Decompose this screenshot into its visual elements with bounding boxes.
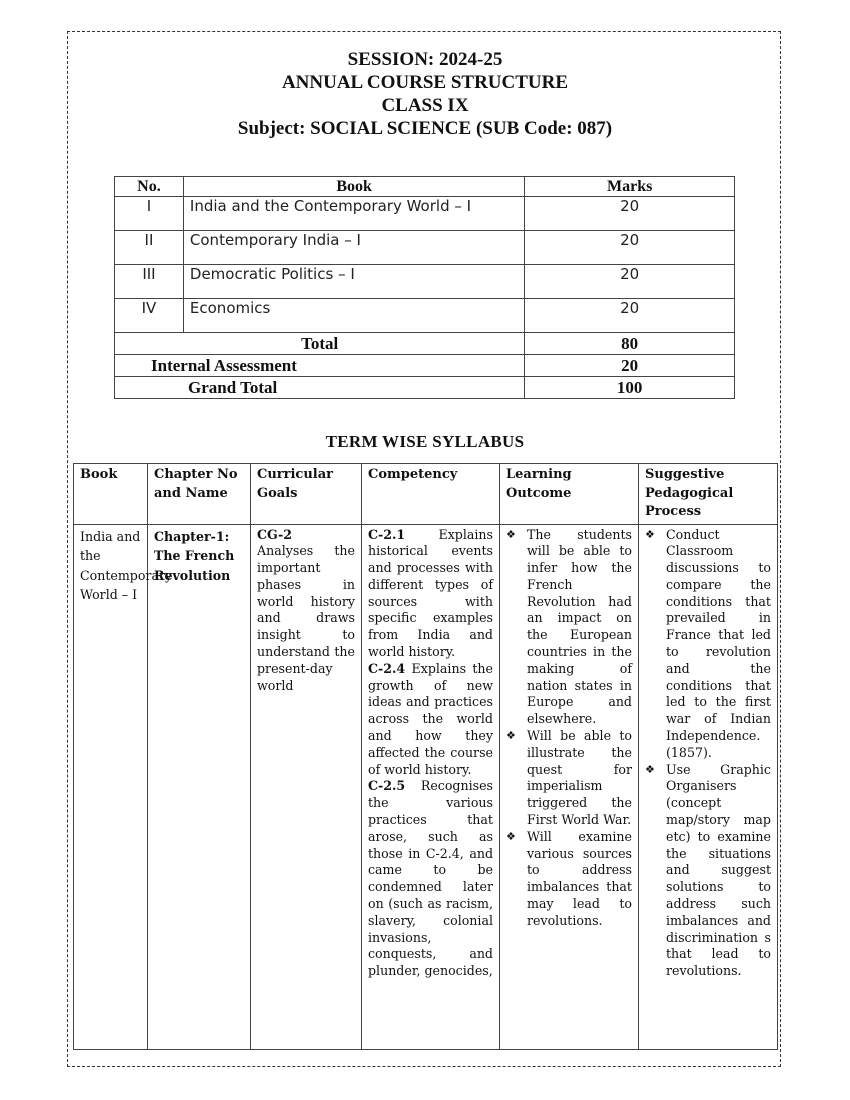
- pedagogy-list: [645, 527, 771, 981]
- term-wise-syllabus-title: TERM WISE SYLLABUS: [325, 432, 525, 451]
- row-no: III: [115, 265, 184, 299]
- outcome-text: Will be able to illustrate the quest for imperialism triggered the First World War.: [527, 728, 632, 828]
- competency-code: C-2.1: [368, 526, 406, 542]
- session-line: SESSION: 2024-25: [347, 49, 503, 70]
- outcome-text: The students will be able to infer how the French Revolution had an impact on the European countries in the making of nation states in Europe and elsewhere.: [527, 526, 632, 727]
- marks-table: [114, 176, 735, 399]
- chapter-cell: [148, 524, 251, 1049]
- list-item: [506, 829, 632, 930]
- col-header-outcome: Learning Outcome: [500, 464, 639, 525]
- outcome-list: [506, 527, 632, 930]
- pedagogy-cell: [639, 524, 778, 1049]
- syllabus-table: [73, 463, 778, 1050]
- competency-text: Explains historical events and processes with different types of sources with specific examples from India and world history.: [368, 526, 493, 660]
- diamond-bullet-icon: ❖: [506, 729, 516, 743]
- goal-code: CG-2: [257, 526, 293, 542]
- competency-code: C-2.5: [368, 778, 406, 794]
- col-header-chapter: Chapter No and Name: [148, 464, 251, 525]
- col-header-competency: Competency: [362, 464, 500, 525]
- list-item: [506, 527, 632, 729]
- course-title: ANNUAL COURSE STRUCTURE: [281, 72, 569, 93]
- diamond-bullet-icon: ❖: [645, 527, 655, 541]
- book-name: India and the Contemporary World – I: [80, 528, 173, 602]
- row-marks: 20: [525, 265, 735, 299]
- document-header: [0, 48, 850, 140]
- col-header-goals: Curricular Goals: [251, 464, 362, 525]
- internal-value: 20: [525, 355, 735, 377]
- table-row: [115, 231, 735, 265]
- internal-assessment-row: [115, 355, 735, 377]
- col-header-book: Book: [74, 464, 148, 525]
- list-item: [645, 527, 771, 762]
- row-marks: 20: [525, 231, 735, 265]
- diamond-bullet-icon: ❖: [506, 829, 516, 843]
- row-book: Economics: [183, 299, 524, 333]
- grand-total-label: Grand Total: [115, 377, 525, 399]
- pedagogy-text: Conduct Classroom discussions to compare the conditions that prevailed in France that led to revolution and the conditions that led to the first war of Indian Independence. (1857).: [666, 526, 771, 760]
- row-book: India and the Contemporary World – I: [183, 197, 524, 231]
- competency-code: C-2.4: [368, 660, 406, 676]
- pedagogy-text: Use Graphic Organisers (concept map/story map etc) to examine the situations and suggest solutions to address such imbalances and discrimination s that lead to revolutions.: [666, 761, 771, 979]
- col-header-no: No.: [115, 177, 184, 197]
- marks-table-header: [115, 177, 735, 197]
- grand-total-row: [115, 377, 735, 399]
- row-no: II: [115, 231, 184, 265]
- subject-line: Subject: SOCIAL SCIENCE (SUB Code: 087): [237, 118, 613, 139]
- row-book: Contemporary India – I: [183, 231, 524, 265]
- competency-item: [368, 527, 493, 661]
- competency-item: [368, 778, 493, 980]
- class-line: CLASS IX: [381, 95, 469, 116]
- competency-cell: [362, 524, 500, 1049]
- row-book: Democratic Politics – I: [183, 265, 524, 299]
- table-row: [115, 197, 735, 231]
- grand-total-value: 100: [525, 377, 735, 399]
- list-item: [506, 728, 632, 829]
- row-no: I: [115, 197, 184, 231]
- syllabus-row: [74, 524, 778, 1049]
- total-value: 80: [525, 333, 735, 355]
- row-marks: 20: [525, 197, 735, 231]
- row-no: IV: [115, 299, 184, 333]
- col-header-marks: Marks: [525, 177, 735, 197]
- total-row: [115, 333, 735, 355]
- col-header-book: Book: [183, 177, 524, 197]
- table-row: [115, 265, 735, 299]
- internal-label: Internal Assessment: [115, 355, 525, 377]
- chapter-name: Chapter-1: The French Revolution: [154, 528, 235, 583]
- table-row: [115, 299, 735, 333]
- syllabus-header-row: [74, 464, 778, 525]
- competency-text: Explains the growth of new ideas and practices across the world and how they affected the course of world history.: [368, 660, 493, 777]
- competency-item: [368, 661, 493, 779]
- total-label: Total: [115, 333, 525, 355]
- diamond-bullet-icon: ❖: [645, 762, 655, 776]
- goal-text: Analyses the important phases in world history and draws insight to understand the present-day world: [257, 543, 355, 693]
- competency-text: Recognises the various practices that arose, such as those in C-2.4, and came to be condemned later on (such as racism, slavery, colonial invasions, conquests, and plunder, genocides,: [368, 778, 493, 979]
- outcome-text: Will examine various sources to address imbalances that may lead to revolutions.: [527, 828, 632, 928]
- list-item: [645, 762, 771, 980]
- col-header-pedagogy: Suggestive Pedagogical Process: [639, 464, 778, 525]
- outcome-cell: [500, 524, 639, 1049]
- row-marks: 20: [525, 299, 735, 333]
- goals-cell: [251, 524, 362, 1049]
- diamond-bullet-icon: ❖: [506, 527, 516, 541]
- book-cell: [74, 524, 173, 1049]
